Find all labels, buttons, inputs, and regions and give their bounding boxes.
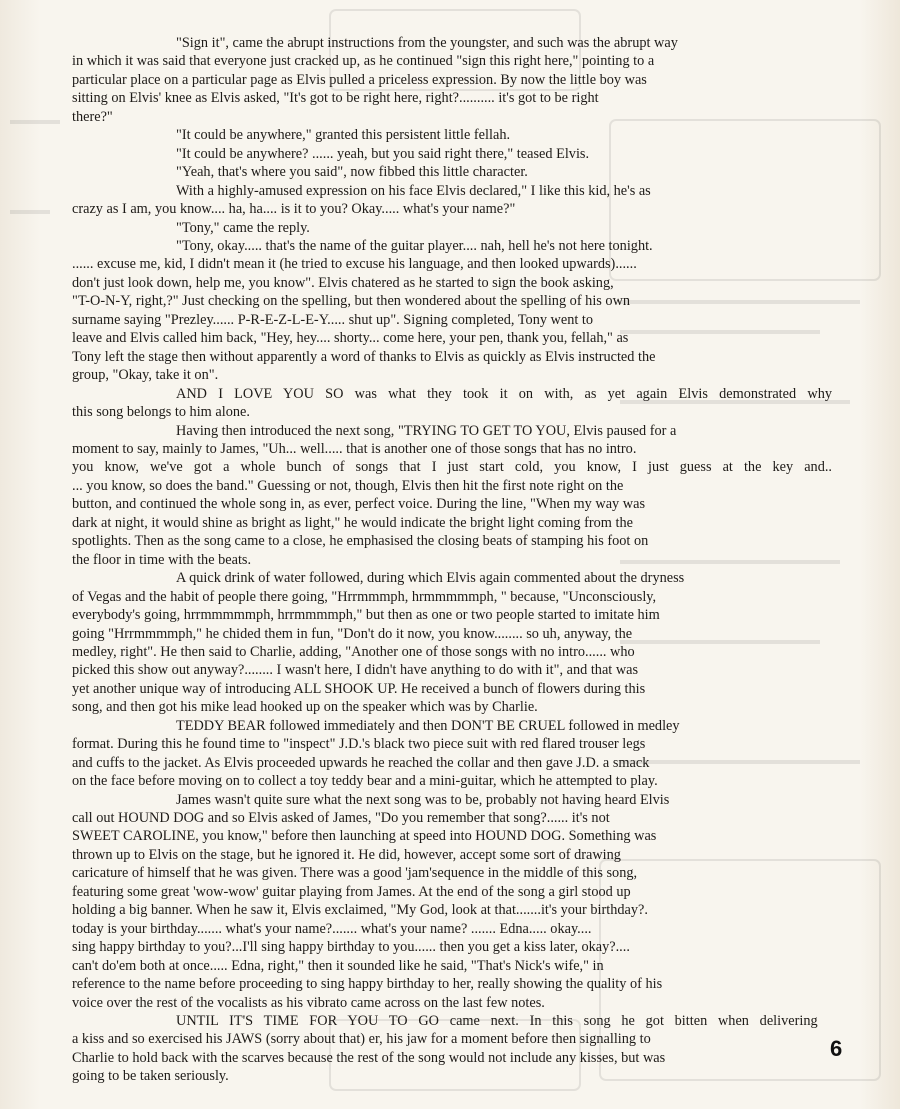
text-line: today is your birthday....... what's your name?....... what's your name? ....... Edna..... okay.... bbox=[72, 920, 592, 937]
text-line: dark at night, it would shine as bright as light," he would indicate the bright light coming from the bbox=[72, 514, 633, 531]
text-line: surname saying "Prezley...... P-R-E-Z-L-E-Y..... shut up". Signing completed, Tony went to bbox=[72, 311, 594, 328]
text-line: can't do'em both at once..... Edna, right," then it sounded like he said, "That's Nick's wife," in bbox=[72, 957, 604, 974]
text-line: spotlights. Then as the song came to a close, he emphasised the closing beats of stamping his foot on bbox=[72, 533, 649, 550]
text-line: medley, right". He then said to Charlie, adding, "Another one of those songs with no intro...... who bbox=[72, 643, 635, 660]
text-line: in which it was said that everyone just cracked up, as he continued "sign this right here," pointing to a bbox=[72, 53, 655, 70]
article-text bbox=[72, 34, 832, 1086]
text-line: sitting on Elvis' knee as Elvis asked, "It's got to be right here, right?.......... it's got to be right bbox=[72, 90, 599, 107]
paragraph-first-line: "It could be anywhere," granted this persistent little fellah. bbox=[176, 127, 511, 144]
text-line: holding a big banner. When he saw it, Elvis exclaimed, "My God, look at that.......it's your birthday?. bbox=[72, 902, 648, 919]
text-line: ...... excuse me, kid, I didn't mean it (he tried to excuse his language, and then looked upwards)...... bbox=[72, 256, 637, 273]
text-line: this song belongs to him alone. bbox=[72, 404, 250, 421]
text-line: call out HOUND DOG and so Elvis asked of James, "Do you remember that song?...... it's not bbox=[72, 810, 610, 827]
text-line: featuring some great 'wow-wow' guitar playing from James. At the end of the song a girl stood up bbox=[72, 883, 631, 900]
paragraph-first-line: "Yeah, that's where you said", now fibbed this little character. bbox=[176, 164, 528, 181]
text-line: you know, we've got a whole bunch of songs that I just start cold, you know, I just guess at the key and.. bbox=[72, 459, 832, 476]
text-line: sing happy birthday to you?...I'll sing happy birthday to you...... then you get a kiss later, okay?.... bbox=[72, 939, 630, 956]
paragraph-first-line: "Tony, okay..... that's the name of the guitar player.... nah, hell he's not here tonight. bbox=[176, 237, 653, 254]
paragraph-first-line: "It could be anywhere? ...... yeah, but you said right there," teased Elvis. bbox=[176, 145, 590, 162]
text-line: going "Hrrmmmmph," he chided them in fun, "Don't do it now, you know........ so uh, anyway, the bbox=[72, 625, 633, 642]
text-line: and cuffs to the jacket. As Elvis proceeded upwards he reached the collar and then gave J.D. a smack bbox=[72, 754, 650, 771]
text-line: crazy as I am, you know.... ha, ha.... is it to you? Okay..... what's your name?" bbox=[72, 201, 516, 218]
text-line: particular place on a particular page as Elvis pulled a priceless expression. By now the little boy was bbox=[72, 71, 647, 88]
paragraph-first-line: With a highly-amused expression on his face Elvis declared," I like this kid, he's as bbox=[176, 182, 651, 199]
text-line: on the face before moving on to collect a toy teddy bear and a mini-guitar, which he attempted to play. bbox=[72, 773, 658, 790]
text-line: picked this show out anyway?........ I wasn't here, I didn't have anything to do with it", and that was bbox=[72, 662, 639, 679]
paragraph-first-line: James wasn't quite sure what the next song was to be, probably not having heard Elvis bbox=[176, 791, 670, 808]
text-line: yet another unique way of introducing ALL SHOOK UP. He received a bunch of flowers during this bbox=[72, 680, 646, 697]
text-line: "T-O-N-Y, right,?" Just checking on the spelling, but then wondered about the spelling of his own bbox=[72, 293, 631, 310]
text-line: don't just look down, help me, you know". Elvis chatered as he started to sign the book asking, bbox=[72, 274, 614, 291]
text-line: there?" bbox=[72, 108, 113, 125]
text-line: leave and Elvis called him back, "Hey, hey.... shorty... come here, your pen, thank you, fellah," as bbox=[72, 330, 629, 347]
paragraph-first-line: AND I LOVE YOU SO was what they took it on with, as yet again Elvis demonstrated why bbox=[176, 385, 832, 402]
text-line: the floor in time with the beats. bbox=[72, 551, 252, 568]
paragraph-first-line: A quick drink of water followed, during which Elvis again commented about the dryness bbox=[176, 570, 685, 587]
text-line: going to be taken seriously. bbox=[72, 1068, 229, 1085]
text-line: group, "Okay, take it on". bbox=[72, 367, 219, 384]
text-line: caricature of himself that he was given. There was a good 'jam'sequence in the middle of this song, bbox=[72, 865, 638, 882]
text-line: button, and continued the whole song in, as ever, perfect voice. During the line, "When my way was bbox=[72, 496, 646, 513]
paragraph-first-line: Having then introduced the next song, "TRYING TO GET TO YOU, Elvis paused for a bbox=[176, 422, 677, 439]
text-line: format. During this he found time to "inspect" J.D.'s black two piece suit with red flared trouser legs bbox=[72, 736, 646, 753]
text-line: ... you know, so does the band." Guessing or not, though, Elvis then hit the first note right on the bbox=[72, 477, 624, 494]
text-line: a kiss and so exercised his JAWS (sorry about that) er, his jaw for a moment before then signalling to bbox=[72, 1031, 651, 1048]
paragraph-first-line: "Tony," came the reply. bbox=[176, 219, 310, 236]
paragraph-first-line: UNTIL IT'S TIME FOR YOU TO GO came next. In this song he got bitten when delivering bbox=[176, 1013, 818, 1030]
text-line: moment to say, mainly to James, "Uh... well..... that is another one of those songs that has no intro. bbox=[72, 440, 637, 457]
paragraph-first-line: "Sign it", came the abrupt instructions from the youngster, and such was the abrupt way bbox=[176, 35, 678, 51]
text-line: of Vegas and the habit of people there going, "Hrrmmmph, hrmmmmmph, " because, "Unconsciously, bbox=[72, 588, 657, 605]
page-number: 6 bbox=[830, 1036, 843, 1061]
text-line: thrown up to Elvis on the stage, but he ignored it. He did, however, accept some sort of drawing bbox=[72, 846, 621, 863]
text-line: everybody's going, hrrmmmmmph, hrrmmmmph," but then as one or two people started to imitate him bbox=[72, 607, 660, 624]
text-line: reference to the name before proceeding to sing happy birthday to her, really showing the quality of his bbox=[72, 976, 663, 993]
text-line: SWEET CAROLINE, you know," before then launching at speed into HOUND DOG. Something was bbox=[72, 828, 657, 845]
text-line: Tony left the stage then without apparently a word of thanks to Elvis as quickly as Elvis instructed the bbox=[72, 348, 656, 365]
paragraph-first-line: TEDDY BEAR followed immediately and then DON'T BE CRUEL followed in medley bbox=[176, 717, 680, 734]
text-line: Charlie to hold back with the scarves because the rest of the song would not include any kisses, but was bbox=[72, 1049, 666, 1066]
text-line: voice over the rest of the vocalists as his vibrato came across on the last few notes. bbox=[72, 994, 545, 1011]
text-line: song, and then got his mike lead hooked up on the speaker which was by Charlie. bbox=[72, 699, 538, 716]
